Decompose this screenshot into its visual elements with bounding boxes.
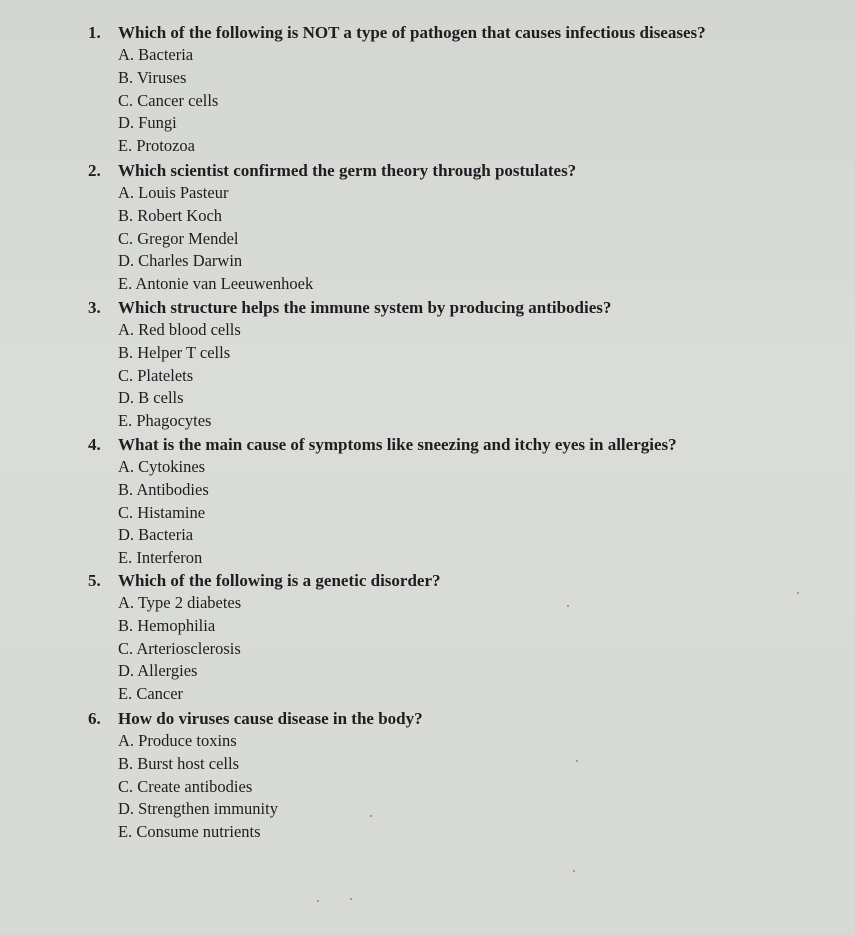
question-2-heading bbox=[88, 160, 838, 182]
question-2 bbox=[88, 160, 838, 296]
question-2-option-c: C. Gregor Mendel bbox=[118, 228, 239, 248]
question-3 bbox=[88, 297, 838, 433]
paper-speck bbox=[370, 815, 372, 817]
question-3-option-d: D. B cells bbox=[118, 388, 184, 408]
question-5-option-c: C. Arteriosclerosis bbox=[118, 638, 241, 658]
question-6-number: 6. bbox=[88, 709, 101, 728]
question-6-option-c: C. Create antibodies bbox=[118, 776, 253, 796]
question-5-option-d: D. Allergies bbox=[118, 661, 198, 681]
question-6-option-d: D. Strengthen immunity bbox=[118, 799, 278, 819]
question-4-option-d: D. Bacteria bbox=[118, 525, 194, 545]
question-5 bbox=[88, 570, 838, 706]
question-5-number: 5. bbox=[88, 571, 101, 590]
question-4-option-c: C. Histamine bbox=[118, 502, 206, 522]
question-4-option-b: B. Antibodies bbox=[118, 479, 209, 499]
question-6-option-e: E. Consume nutrients bbox=[118, 822, 261, 842]
question-6-option-b: B. Burst host cells bbox=[118, 753, 240, 773]
question-4-number: 4. bbox=[88, 435, 101, 454]
question-5-option-b: B. Hemophilia bbox=[118, 615, 216, 635]
question-2-option-d: D. Charles Darwin bbox=[118, 251, 243, 271]
question-1-option-b: B. Viruses bbox=[118, 67, 187, 87]
question-3-number: 3. bbox=[88, 298, 101, 317]
question-3-option-c: C. Platelets bbox=[118, 365, 194, 385]
question-5-option-e: E. Cancer bbox=[118, 684, 184, 704]
question-4-option-a: A. Cytokines bbox=[118, 457, 206, 476]
question-4 bbox=[88, 434, 838, 570]
question-2-number: 2. bbox=[88, 161, 101, 180]
question-1-option-d: D. Fungi bbox=[118, 113, 177, 133]
question-2-option-b: B. Robert Koch bbox=[118, 205, 223, 225]
question-3-heading bbox=[88, 297, 838, 319]
question-3-text: Which structure helps the immune system by producing antibodies? bbox=[118, 298, 612, 317]
question-1-option-a: A. Bacteria bbox=[118, 45, 194, 64]
question-3-option-e: E. Phagocytes bbox=[118, 411, 212, 431]
question-6-option-a: A. Produce toxins bbox=[118, 731, 237, 750]
paper-speck bbox=[576, 760, 578, 762]
question-3-option-a: A. Red blood cells bbox=[118, 320, 241, 339]
question-3-option-b: B. Helper T cells bbox=[118, 342, 231, 362]
paper-speck bbox=[573, 870, 575, 872]
question-4-option-e: E. Interferon bbox=[118, 548, 203, 568]
paper-speck bbox=[317, 900, 319, 902]
question-1 bbox=[88, 22, 838, 158]
question-6-text: How do viruses cause disease in the body? bbox=[118, 709, 423, 728]
question-2-option-e: E. Antonie van Leeuwenhoek bbox=[118, 274, 314, 294]
question-5-text: Which of the following is a genetic disorder? bbox=[118, 571, 441, 590]
question-4-text: What is the main cause of symptoms like sneezing and itchy eyes in allergies? bbox=[118, 435, 677, 454]
question-5-heading bbox=[88, 570, 838, 592]
question-1-number: 1. bbox=[88, 23, 101, 42]
paper-speck bbox=[797, 592, 799, 594]
question-2-option-a: A. Louis Pasteur bbox=[118, 183, 229, 202]
question-2-text: Which scientist confirmed the germ theory through postulates? bbox=[118, 161, 577, 180]
question-1-text: Which of the following is NOT a type of pathogen that causes infectious diseases? bbox=[118, 23, 706, 42]
question-4-heading bbox=[88, 434, 838, 456]
question-1-option-e: E. Protozoa bbox=[118, 136, 195, 156]
paper-speck bbox=[567, 605, 569, 607]
question-6-heading bbox=[88, 708, 838, 730]
paper-speck bbox=[350, 898, 352, 900]
question-1-option-c: C. Cancer cells bbox=[118, 90, 219, 110]
question-1-heading bbox=[88, 22, 838, 44]
question-5-option-a: A. Type 2 diabetes bbox=[118, 593, 242, 612]
question-6 bbox=[88, 708, 838, 844]
